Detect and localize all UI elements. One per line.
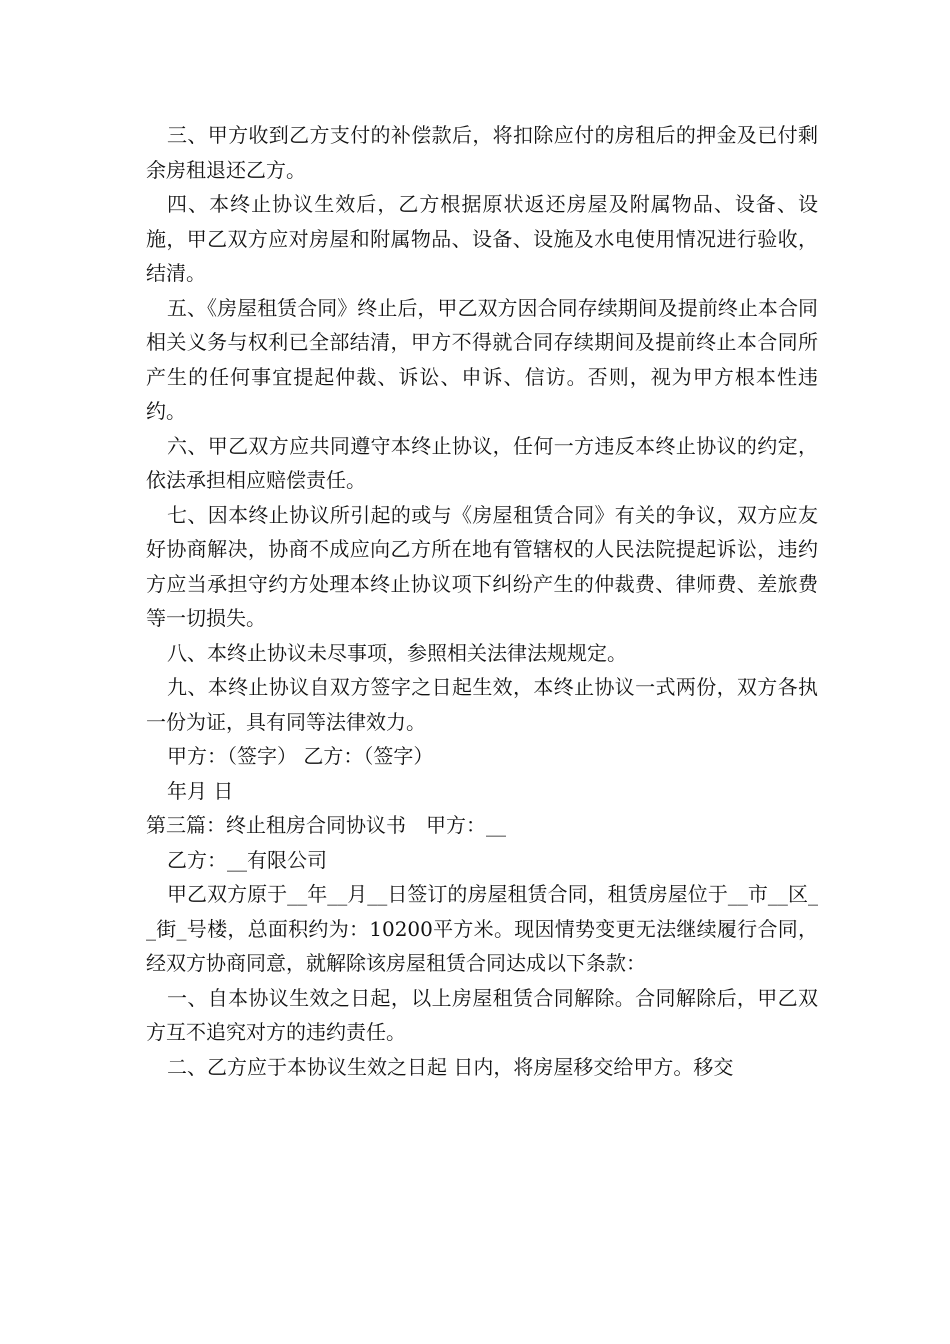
party-b-line: 乙方：__有限公司 <box>167 847 327 872</box>
date-line: 年月 日 <box>167 778 234 803</box>
article-1-paragraph: 一、自本协议生效之日起，以上房屋租赁合同解除。合同解除后，甲乙双方互不追究对方的违约责任。 <box>146 985 818 1044</box>
clause-9-paragraph: 九、本终止协议自双方签字之日起生效，本终止协议一式两份，双方各执一份为证，具有同等法律效力。 <box>146 675 818 734</box>
clause-3-paragraph: 三、甲方收到乙方支付的补偿款后，将扣除应付的房租后的押金及已付剩余房租退还乙方。 <box>146 123 818 182</box>
clause-6-paragraph: 六、甲乙双方应共同遵守本终止协议，任何一方违反本终止协议的约定，依法承担相应赔偿责任。 <box>146 433 818 492</box>
preamble-paragraph: 甲乙双方原于__年__月__日签订的房屋租赁合同，租赁房屋位于__市__区__街_号楼，总面积约为：10200平方米。现因情势变更无法继续履行合同，经双方协商同意，就解除该房屋租赁合同达成以下条款： <box>146 882 818 975</box>
clause-4-paragraph: 四、本终止协议生效后，乙方根据原状返还房屋及附属物品、设备、设施，甲乙双方应对房屋和附属物品、设备、设施及水电使用情况进行验收，结清。 <box>146 192 818 285</box>
document-body <box>146 118 818 1084</box>
section-heading: 第三篇：终止租房合同协议书 甲方：__ <box>146 813 506 837</box>
signature-line: 甲方：（签字） 乙方：（签字） <box>167 744 434 768</box>
article-2-paragraph: 二、乙方应于本协议生效之日起 日内，将房屋移交给甲方。移交 <box>167 1054 734 1079</box>
clause-5-paragraph: 五、《房屋租赁合同》终止后，甲乙双方因合同存续期间及提前终止本合同相关义务与权利已全部结清，甲方不得就合同存续期间及提前终止本合同所产生的任何事宜提起仲裁、诉讼、申诉、信访。否则，视为甲方根本性违约。 <box>146 295 818 423</box>
clause-7-paragraph: 七、因本终止协议所引起的或与《房屋租赁合同》有关的争议，双方应友好协商解决，协商不成应向乙方所在地有管辖权的人民法院提起诉讼，违约方应当承担守约方处理本终止协议项下纠纷产生的仲裁费、律师费、差旅费等一切损失。 <box>146 502 818 630</box>
clause-8-paragraph: 八、本终止协议未尽事项，参照相关法律法规规定。 <box>167 640 627 665</box>
